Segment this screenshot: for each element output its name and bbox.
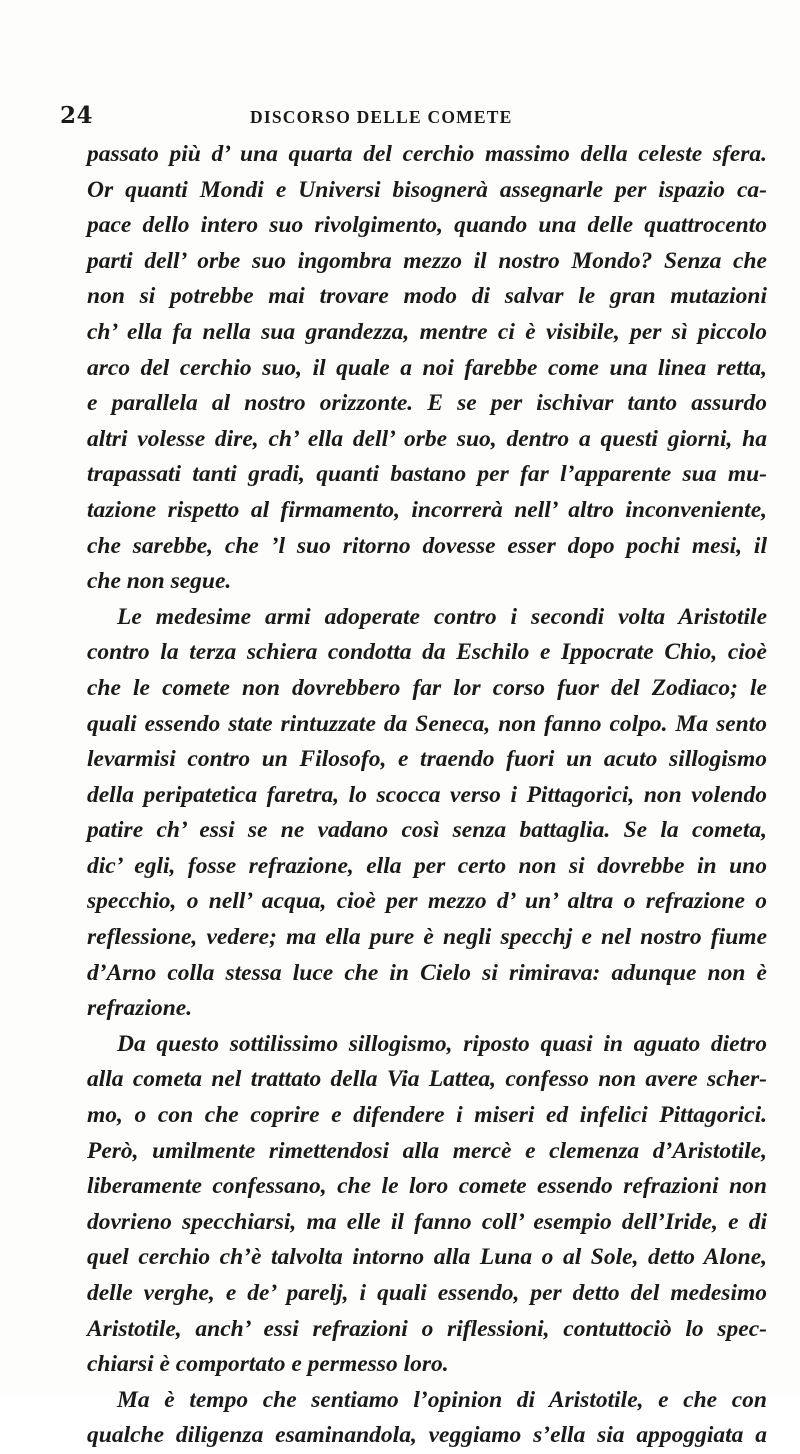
text-line: chiarsi è comportato e permesso loro.: [87, 1351, 449, 1378]
text-line: Ma è tempo che sentiamo l’opinion di Aristotile, e che con: [117, 1386, 767, 1413]
text-line: ch’ ella fa nella sua grandezza, mentre ci è visibile, per sì piccolo: [87, 318, 767, 345]
page-number: 24: [60, 102, 94, 129]
text-line: arco del cerchio suo, il quale a noi farebbe come una linea retta,: [87, 354, 767, 381]
body-text: [87, 137, 767, 1454]
text-line: e parallela al nostro orizzonte. E se per ischivar tanto assurdo: [87, 390, 767, 417]
text-line: reflessione, vedere; ma ella pure è negli specchj e nel nostro fiume: [87, 924, 767, 951]
text-line: parti dell’ orbe suo ingombra mezzo il nostro Mondo? Senza che: [87, 247, 767, 274]
text-line: liberamente confessano, che le loro comete essendo refrazioni non: [87, 1173, 767, 1200]
text-line: della peripatetica faretra, lo scocca verso i Pittagorici, non volendo: [87, 781, 767, 808]
text-line: refrazione.: [87, 995, 193, 1022]
text-line: levarmisi contro un Filosofo, e traendo fuori un acuto sillogismo: [87, 746, 767, 773]
text-line: non si potrebbe mai trovare modo di salvar le gran mutazioni: [87, 283, 767, 310]
text-line: delle verghe, e de’ parelj, i quali essendo, per detto del medesimo: [87, 1280, 767, 1306]
text-line: quali essendo state rintuzzate da Seneca, non fanno colpo. Ma sento: [87, 710, 767, 737]
text-line: qualche diligenza esaminandola, veggiamo s’ella sia appoggiata a: [87, 1422, 767, 1449]
text-line: patire ch’ essi se ne vadano così senza battaglia. Se la cometa,: [87, 817, 767, 844]
text-line: tazione rispetto al firmamento, incorrerà nell’ altro inconveniente,: [87, 496, 767, 523]
text-line: passato più d’ una quarta del cerchio massimo della celeste sfera.: [87, 141, 767, 167]
text-line: contro la terza schiera condotta da Eschilo e Ippocrate Chio, cioè: [87, 639, 767, 666]
text-line: alla cometa nel trattato della Via Lattea, confesso non avere scher-: [87, 1066, 767, 1093]
text-line: dic’ egli, fosse refrazione, ella per certo non si dovrebbe in uno: [87, 852, 767, 879]
text-line: trapassati tanti gradi, quanti bastano per far l’apparente sua mu-: [87, 461, 767, 488]
text-line: che le comete non dovrebbero far lor corso fuor del Zodiaco; le: [87, 674, 767, 701]
text-line: altri volesse dire, ch’ ella dell’ orbe suo, dentro a questi giorni, ha: [87, 425, 767, 452]
text-line: Però, umilmente rimettendosi alla mercè e clemenza d’Aristotile,: [87, 1137, 767, 1164]
page-header: [60, 102, 750, 132]
text-line: Le medesime armi adoperate contro i secondi volta Aristotile: [117, 603, 767, 630]
text-line: quel cerchio ch’è talvolta intorno alla Luna o al Sole, detto Alone,: [87, 1244, 767, 1271]
running-head: DISCORSO DELLE COMETE: [250, 107, 513, 127]
text-line: specchio, o nell’ acqua, cioè per mezzo d’ un’ altra o refrazione o: [87, 888, 767, 915]
text-line: d’Arno colla stessa luce che in Cielo si rimirava: adunque non è: [87, 959, 767, 986]
text-line: dovrieno specchiarsi, ma elle il fanno coll’ esempio dell’Iride, e di: [87, 1208, 767, 1235]
text-line: Or quanti Mondi e Universi bisognerà assegnarle per ispazio ca-: [87, 176, 767, 203]
text-line: Aristotile, anch’ essi refrazioni o riflessioni, contuttociò lo spec-: [87, 1315, 767, 1342]
text-line: che non segue.: [87, 568, 232, 595]
text-line: mo, o con che coprire e difendere i miseri ed infelici Pittagorici.: [87, 1102, 767, 1129]
text-line: Da questo sottilissimo sillogismo, riposto quasi in aguato dietro: [117, 1030, 767, 1057]
text-line: pace dello intero suo rivolgimento, quando una delle quattrocento: [87, 212, 767, 239]
text-line: che sarebbe, che ’l suo ritorno dovesse esser dopo pochi mesi, il: [87, 532, 767, 559]
